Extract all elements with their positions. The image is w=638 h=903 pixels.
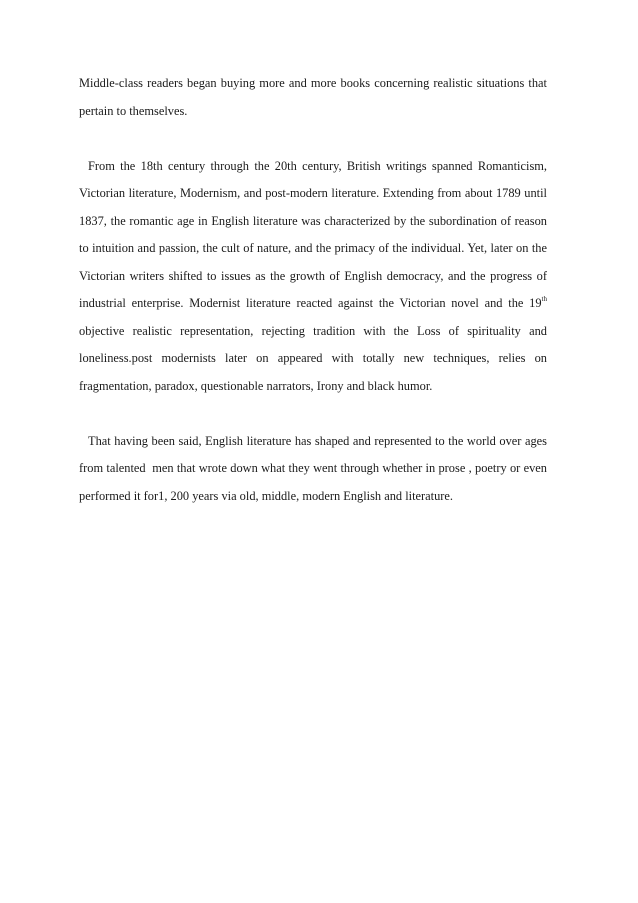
paragraph-english-literature-shaped: That having been said, English literature has shaped and represented to the world over ages from talented men that wrote down what they went through whether in prose , poetry or even performed it for1, 200 years via old, middle, modern English and literature. bbox=[79, 433, 551, 503]
paragraph-text-after-superscript: objective realistic representation, rejecting tradition with the Loss of spirituality and loneliness.post modernists later on appeared with totally new techniques, relies on fragmentation, paradox, questionable narrators, Irony and black humor. bbox=[79, 323, 547, 393]
paragraph-middle-class-readers: Middle-class readers began buying more and more books concerning realistic situations that pertain to themselves. bbox=[79, 76, 547, 118]
body-text bbox=[79, 70, 551, 510]
paragraph-british-writings bbox=[79, 153, 547, 401]
superscript-th: th bbox=[541, 295, 547, 303]
paragraph-text-before-superscript: From the 18th century through the 20th century, British writings spanned Romanticism, Victorian literature, Modernism, and post-modern literature. Extending from about 1789 until 1837, the romantic age in English literature was characterized by the subordination of reason to intuition and passion, the cult of nature, and the primacy of the individual. Yet, later on the Victorian writers shifted to issues as the growth of English democracy, and the progress of industrial enterprise. Modernist literature reacted against the Victorian novel and the 19 bbox=[79, 158, 547, 310]
